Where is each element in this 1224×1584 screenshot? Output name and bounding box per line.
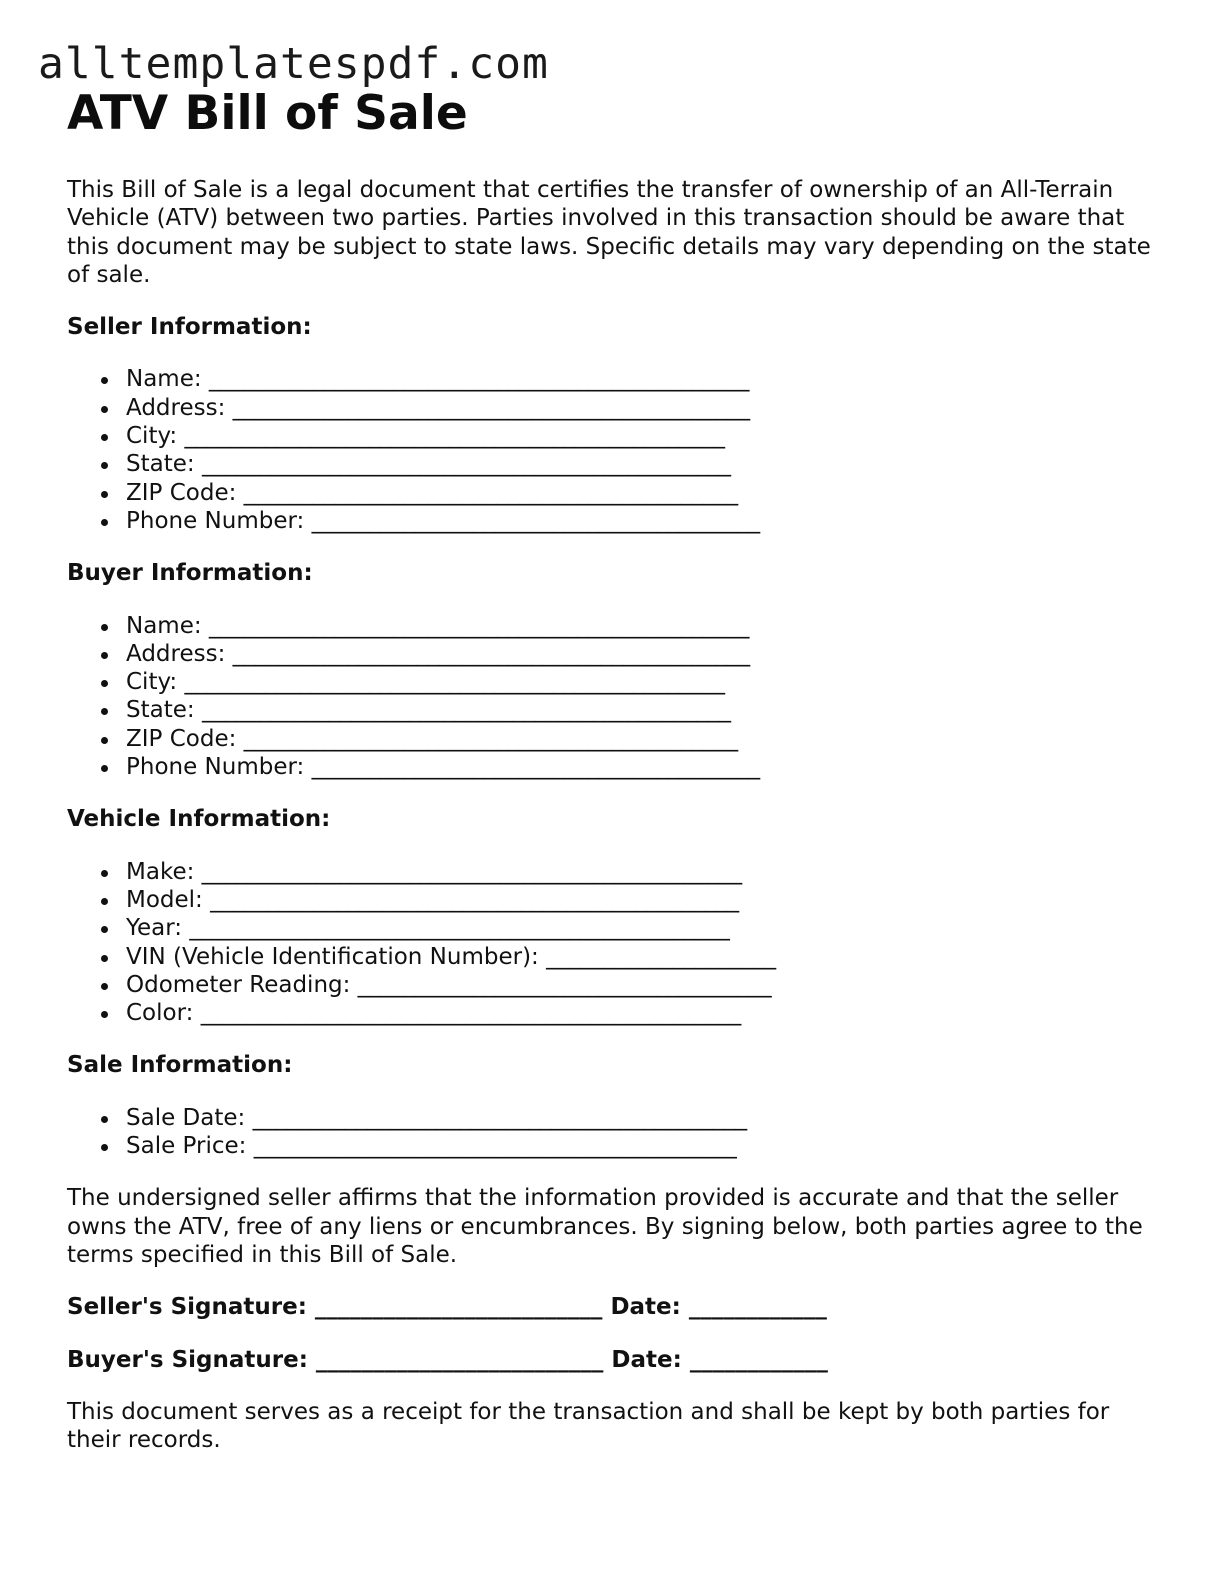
vehicle-color-field[interactable]: Color: _______________________________________________ [67,999,1167,1027]
vehicle-make-field[interactable]: Make: _______________________________________________ [67,858,1167,886]
buyer-phone-field[interactable]: Phone Number: _______________________________________ [67,753,1167,781]
document-body [67,84,1167,1454]
intro-paragraph: This Bill of Sale is a legal document that certifies the transfer of ownership of an All-Terrain Vehicle (ATV) between two parties. Parties involved in this transaction should be aware that this document may be subject to state laws. Specific details may vary depending on the state of sale. [67,177,1151,288]
seller-signature-line[interactable]: Seller's Signature: _________________________ Date: ____________ [67,1294,827,1321]
vehicle-vin-field[interactable]: VIN (Vehicle Identification Number): ____________________ [67,943,1167,971]
vehicle-model-field[interactable]: Model: ______________________________________________ [67,886,1167,914]
buyer-zip-field[interactable]: ZIP Code: ___________________________________________ [67,725,1167,753]
buyer-name-field[interactable]: Name: _______________________________________________ [67,612,1167,640]
seller-phone-field[interactable]: Phone Number: _______________________________________ [67,507,1167,535]
seller-fields [67,365,1167,535]
sale-heading: Sale Information: [67,1052,293,1079]
seller-state-field[interactable]: State: ______________________________________________ [67,450,1167,478]
sale-price-field[interactable]: Sale Price: __________________________________________ [67,1132,1167,1160]
sale-date-field[interactable]: Sale Date: ___________________________________________ [67,1104,1167,1132]
seller-address-field[interactable]: Address: _____________________________________________ [67,394,1167,422]
vehicle-year-field[interactable]: Year: _______________________________________________ [67,914,1167,942]
closing-paragraph: This document serves as a receipt for the transaction and shall be kept by both parties for their records. [67,1398,1110,1454]
vehicle-fields [67,858,1167,1028]
buyer-address-field[interactable]: Address: _____________________________________________ [67,640,1167,668]
affirmation-paragraph: The undersigned seller affirms that the information provided is accurate and that the seller owns the ATV, free of any liens or encumbrances. By signing below, both parties agree to the terms specified in this Bill of Sale. [67,1185,1143,1268]
buyer-signature-line[interactable]: Buyer's Signature: _________________________ Date: ____________ [67,1346,828,1373]
sale-fields [67,1104,1167,1161]
buyer-fields [67,612,1167,782]
watermark: alltemplatespdf.com [38,39,549,89]
vehicle-heading: Vehicle Information: [67,806,331,833]
seller-zip-field[interactable]: ZIP Code: ___________________________________________ [67,479,1167,507]
buyer-heading: Buyer Information: [67,560,313,587]
document-title: ATV Bill of Sale [67,86,468,141]
vehicle-odometer-field[interactable]: Odometer Reading: ____________________________________ [67,971,1167,999]
seller-name-field[interactable]: Name: _______________________________________________ [67,365,1167,393]
seller-city-field[interactable]: City: _______________________________________________ [67,422,1167,450]
buyer-state-field[interactable]: State: ______________________________________________ [67,696,1167,724]
buyer-city-field[interactable]: City: _______________________________________________ [67,668,1167,696]
seller-heading: Seller Information: [67,314,312,341]
